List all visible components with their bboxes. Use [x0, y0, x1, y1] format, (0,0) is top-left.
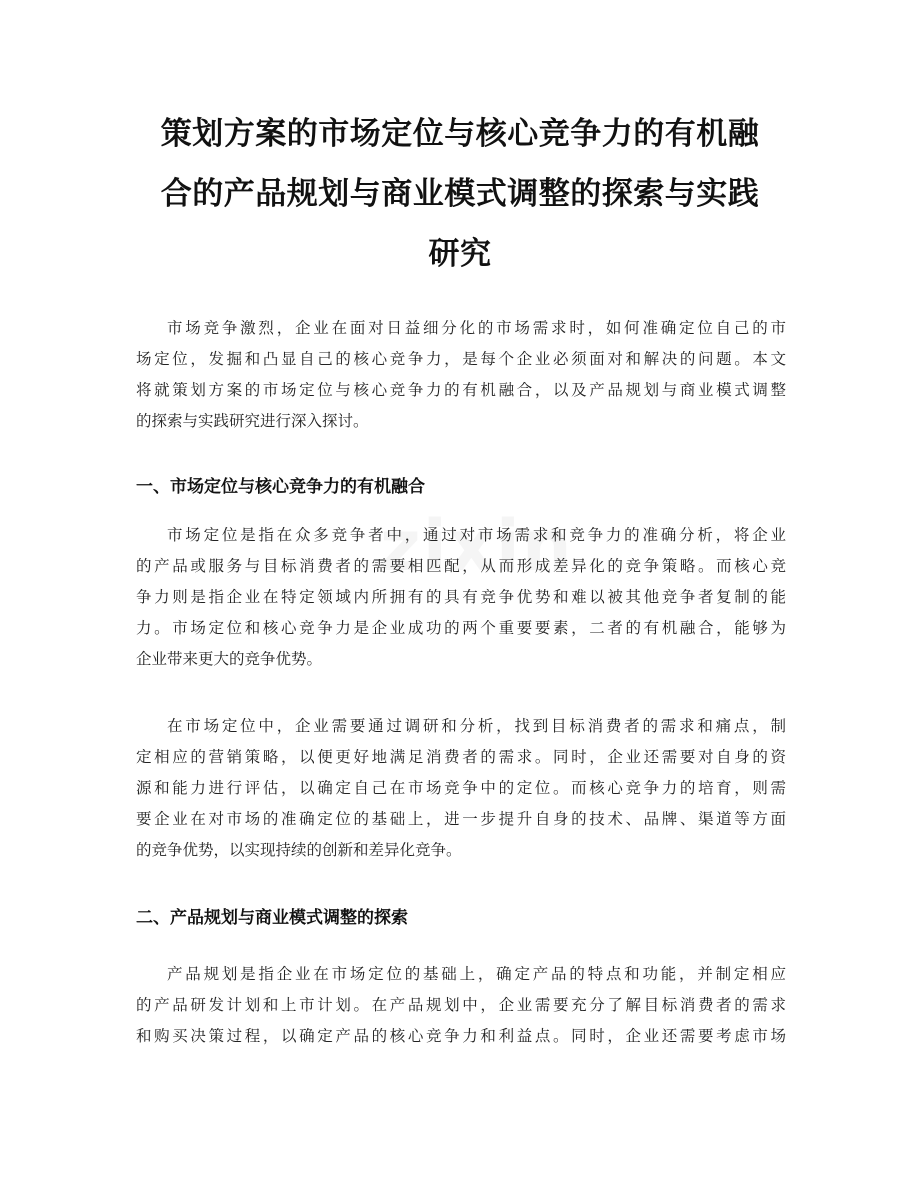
- paragraph-line: 的产品研发计划和上市计划。在产品规划中，企业需要充分了解目标消费者的需求: [136, 996, 786, 1014]
- paragraph-line: 产品规划是指企业在市场定位的基础上，确定产品的特点和功能，并制定相应: [167, 965, 786, 983]
- paragraph-line: 场定位，发掘和凸显自己的核心竞争力，是每个企业必须面对和解决的问题。本文: [136, 350, 786, 368]
- section2-paragraph-1: [136, 959, 786, 1052]
- title-line: 研究: [428, 236, 492, 272]
- paragraph-line: 的探索与实践研究进行深入探讨。: [136, 412, 369, 430]
- paragraph-line: 和购买决策过程，以确定产品的核心竞争力和利益点。同时，企业还需要考虑市场: [136, 1027, 786, 1045]
- section1-paragraph-1: [136, 520, 786, 675]
- paragraph-line: 源和能力进行评估，以确定自己在市场竞争中的定位。而核心竞争力的培育，则需: [136, 779, 786, 797]
- title-line: 合的产品规划与商业模式调整的探索与实践: [160, 176, 760, 212]
- paragraph-line: 的产品或服务与目标消费者的需要相匹配，从而形成差异化的竞争策略。而核心竞: [136, 557, 786, 575]
- title-line: 策划方案的市场定位与核心竞争力的有机融: [160, 116, 760, 152]
- paragraph-line: 市场竞争激烈，企业在面对日益细分化的市场需求时，如何准确定位自己的市: [167, 319, 786, 337]
- paragraph-line: 在市场定位中，企业需要通过调研和分析，找到目标消费者的需求和痛点，制: [167, 717, 786, 735]
- paragraph-line: 市场定位是指在众多竞争者中，通过对市场需求和竞争力的准确分析，将企业: [167, 526, 786, 544]
- paragraph-line: 的竞争优势，以实现持续的创新和差异化竞争。: [136, 841, 462, 859]
- paragraph-line: 要企业在对市场的准确定位的基础上，进一步提升自身的技术、品牌、渠道等方面: [136, 810, 786, 828]
- paragraph-line: 企业带来更大的竞争优势。: [136, 650, 323, 668]
- paragraph-line: 定相应的营销策略，以便更好地满足消费者的需求。同时，企业还需要对自身的资: [136, 748, 786, 766]
- section1-paragraph-2: [136, 711, 786, 866]
- document-title: [130, 104, 790, 284]
- section-heading-2: 二、产品规划与商业模式调整的探索: [136, 908, 408, 928]
- paragraph-line: 力。市场定位和核心竞争力是企业成功的两个重要要素，二者的有机融合，能够为: [136, 619, 786, 637]
- intro-paragraph: [136, 313, 786, 437]
- paragraph-line: 争力则是指企业在特定领域内所拥有的具有竞争优势和难以被其他竞争者复制的能: [136, 588, 786, 606]
- section-heading-1: 一、市场定位与核心竞争力的有机融合: [136, 477, 425, 497]
- paragraph-line: 将就策划方案的市场定位与核心竞争力的有机融合，以及产品规划与商业模式调整: [136, 381, 786, 399]
